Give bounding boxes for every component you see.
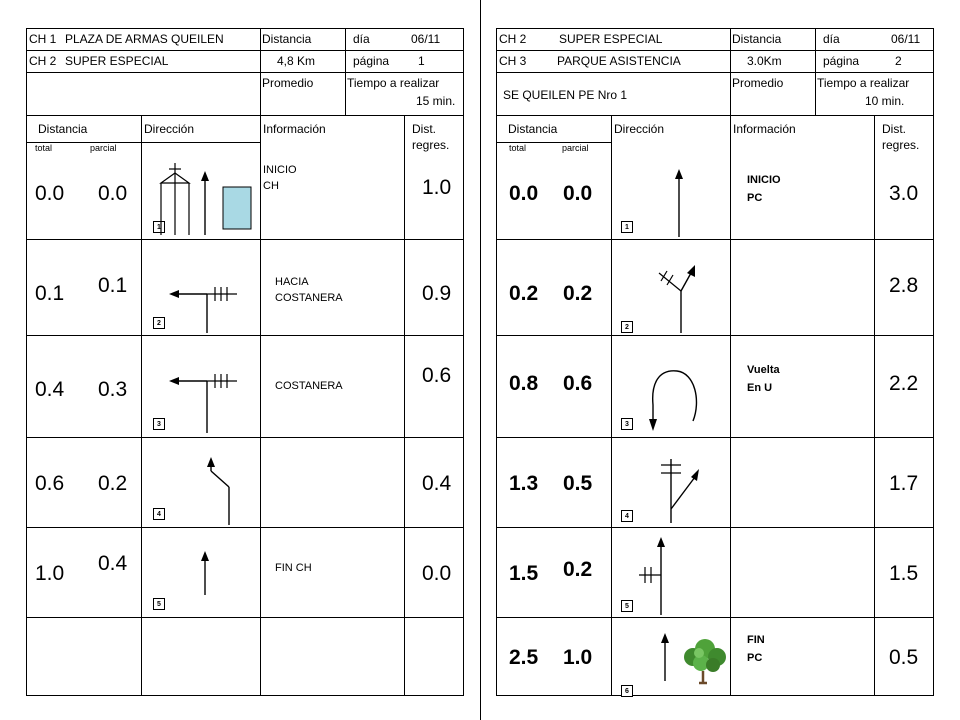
row-6-total: 2.5 [509,646,539,669]
row-4-regres: 0.4 [422,472,452,495]
church-start-icon [145,155,257,235]
row-3-info-1: Vuelta [747,364,780,376]
turn-left-icon [145,369,257,433]
promedio-label: Promedio [262,76,314,90]
row-2-parcial: 0.1 [98,274,128,297]
row-1-parcial: 0.0 [563,182,593,205]
row-3-step: 3 [153,418,165,430]
distancia-label: Distancia [262,32,312,46]
row-6-parcial: 1.0 [563,646,593,669]
row-5-info-1: FIN CH [275,562,312,574]
row-1-total: 0.0 [509,182,539,205]
row-6-info-2: PC [747,652,763,664]
row-4-total: 1.3 [509,472,539,495]
dia-value: 06/11 [411,32,441,46]
dia-label: día [353,32,370,46]
fork-right-icon [615,255,727,333]
distancia-label: Distancia [732,32,782,46]
col-distancia: Distancia [38,122,88,136]
row-4-step: 4 [621,510,633,522]
pagina-label: página [823,54,860,68]
row-2-step: 2 [153,317,165,329]
row-5-total: 1.0 [35,562,65,585]
distancia-value: 3.0Km [747,54,782,68]
row-1-regres: 3.0 [889,182,919,205]
roadbook-page-right [496,28,934,696]
row-2-total: 0.1 [35,282,65,305]
ch-to-name: PARQUE ASISTENCIA [557,54,681,68]
col-dist-regres-2: regres. [412,138,450,152]
row-1-info-2: PC [747,192,763,204]
pagina-value: 1 [418,54,425,68]
ch-from-code: CH 2 [499,32,527,46]
row-3-total: 0.8 [509,372,539,395]
row-4-step: 4 [153,508,165,520]
dia-label: día [823,32,840,46]
tiempo-label: Tiempo a realizar [347,76,440,90]
row-3-parcial: 0.6 [563,372,593,395]
roadbook-page-left [26,28,464,696]
row-1-info-1: INICIO [263,164,297,176]
tiempo-value: 15 min. [416,94,456,108]
row-1-info-2: CH [263,180,279,192]
row-1-step: 1 [153,221,165,233]
col-direccion: Dirección [614,122,665,136]
row-2-parcial: 0.2 [563,282,593,305]
col-informacion: Información [733,122,796,136]
straight-tree-icon [615,627,727,693]
row-5-regres: 0.0 [422,562,452,585]
row-2-info-1: HACIA [275,276,309,288]
row-3-step: 3 [621,418,633,430]
dia-value: 06/11 [891,32,921,46]
row-3-regres: 0.6 [422,364,452,387]
row-3-regres: 2.2 [889,372,919,395]
ch-to-code: CH 3 [499,54,527,68]
row-1-regres: 1.0 [422,176,452,199]
row-5-regres: 1.5 [889,562,919,585]
stage-note: SE QUEILEN PE Nro 1 [503,88,628,102]
ch-from-name: PLAZA DE ARMAS QUEILEN [65,32,224,46]
col-informacion: Información [263,122,326,136]
straight-cross-icon [615,537,727,615]
row-1-step: 1 [621,221,633,233]
pagina-label: página [353,54,390,68]
tiempo-value: 10 min. [865,94,905,108]
col-dist-regres: Dist. [882,122,906,136]
ch-to-name: SUPER ESPECIAL [65,54,169,68]
tree-icon [684,639,726,683]
straight-arrow-icon [615,165,727,237]
col-distancia: Distancia [508,122,558,136]
col-direccion: Dirección [144,122,195,136]
u-turn-icon [615,361,727,433]
row-4-total: 0.6 [35,472,65,495]
row-6-info-1: FIN [747,634,765,646]
turn-left-icon [145,269,257,333]
straight-arrow-icon [145,549,257,615]
row-2-regres: 2.8 [889,274,919,297]
row-5-total: 1.5 [509,562,539,585]
row-2-total: 0.2 [509,282,539,305]
row-2-info-2: COSTANERA [275,292,343,304]
col-parcial: parcial [562,143,589,153]
page-divider [480,0,481,720]
col-dist-regres-2: regres. [882,138,920,152]
ch-to-code: CH 2 [29,54,57,68]
row-6-regres: 0.5 [889,646,919,669]
row-2-regres: 0.9 [422,282,452,305]
col-dist-regres: Dist. [412,122,436,136]
row-5-parcial: 0.2 [563,558,593,581]
row-1-parcial: 0.0 [98,182,128,205]
tiempo-label: Tiempo a realizar [817,76,910,90]
row-3-total: 0.4 [35,378,65,401]
row-1-total: 0.0 [35,182,65,205]
row-5-parcial: 0.4 [98,552,128,575]
ch-from-code: CH 1 [29,32,57,46]
ch-from-name: SUPER ESPECIAL [559,32,663,46]
distancia-value: 4,8 Km [277,54,316,68]
col-parcial: parcial [90,143,117,153]
row-5-step: 5 [621,600,633,612]
row-3-parcial: 0.3 [98,378,128,401]
row-1-info-1: INICIO [747,174,781,186]
row-3-info-2: En U [747,382,773,394]
row-3-info-1: COSTANERA [275,380,343,392]
row-4-parcial: 0.5 [563,472,593,495]
row-6-step: 6 [621,685,633,697]
bend-right-icon [145,453,257,525]
row-4-parcial: 0.2 [98,472,128,495]
row-4-regres: 1.7 [889,472,919,495]
pagina-value: 2 [895,54,902,68]
row-2-step: 2 [621,321,633,333]
promedio-label: Promedio [732,76,784,90]
col-total: total [35,143,53,153]
col-total: total [509,143,527,153]
diagonal-right-icon [615,453,727,523]
row-5-step: 5 [153,598,165,610]
